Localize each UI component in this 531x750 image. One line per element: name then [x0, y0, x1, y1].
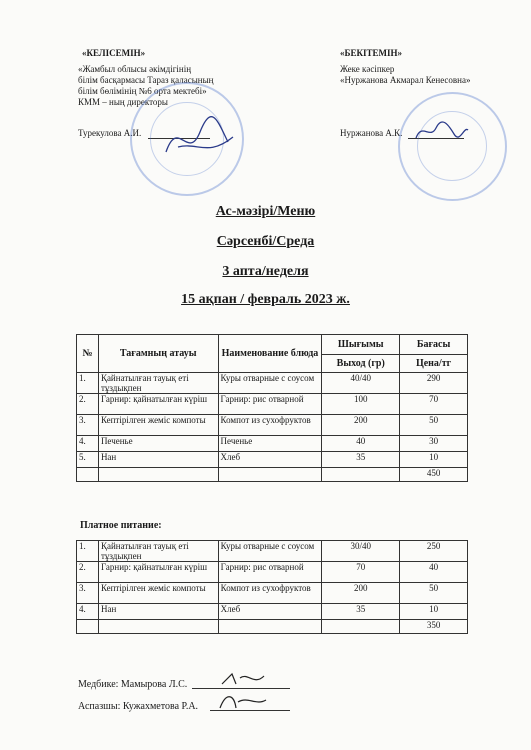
- header-no: №: [77, 335, 99, 373]
- header-output-kz: Шығымы: [322, 335, 400, 355]
- table-total-row: [77, 620, 468, 634]
- approval-left-text: «Жамбыл облысы әкімдігінің білім басқармасы Тараз қаласының білім бөлімінің №6 орта мектебі» КММ – ның директоры: [78, 64, 214, 107]
- table-row: 4. Печенье Печенье 40 30: [77, 436, 468, 452]
- approval-right-signer: Нуржанова А.К.: [340, 128, 403, 138]
- approval-right-text: Жеке кәсіпкер «Нуржанова Акмарал Кенесовна»: [340, 64, 471, 85]
- menu-table: [76, 334, 468, 482]
- approval-right-title: «БЕКІТЕМІН»: [340, 48, 402, 58]
- table-row: 2. Гарнир: қайнатылған күріш Гарнир: рис отварной 70 40: [77, 562, 468, 583]
- day-title: Сәрсенбі/Среда: [216, 234, 315, 249]
- total-price: 450: [400, 468, 468, 482]
- header-output-ru: Выход (гр): [322, 355, 400, 373]
- signature-scribble-cook: [214, 690, 270, 714]
- paid-menu-table: [76, 540, 468, 634]
- header-price-kz: Бағасы: [400, 335, 468, 355]
- paid-meal-label: Платное питание:: [80, 520, 162, 531]
- week-title: 3 апта/неделя: [222, 264, 309, 279]
- table-row: 5. Нан Хлеб 35 10: [77, 452, 468, 468]
- approval-left-signer: Турекулова А.И.: [78, 128, 142, 138]
- header-name-ru: Наименование блюда: [218, 335, 322, 373]
- table-row: 2. Гарнир: қайнатылған күріш Гарнир: рис отварной 100 70: [77, 394, 468, 415]
- table-row: 4. Нан Хлеб 35 10: [77, 604, 468, 620]
- menu-title: Ас-мәзірі/Меню: [215, 204, 316, 219]
- nurse-signature-label: Медбике: Мамырова Л.С.: [78, 679, 188, 690]
- signature-scribble-left: [158, 112, 238, 172]
- table-row: 1. Қайнатылған тауық еті тұздықпен Куры отварные с соусом 30/40 250: [77, 541, 468, 562]
- table-row: 3. Кептірілген жеміс компоты Компот из сухофруктов 200 50: [77, 415, 468, 436]
- date-title: 15 ақпан / февраль 2023 ж.: [181, 292, 350, 307]
- cook-signature-label: Аспазшы: Кужахметова Р.А.: [78, 701, 199, 712]
- table-row: 3. Кептірілген жеміс компоты Компот из сухофруктов 200 50: [77, 583, 468, 604]
- approval-left-title: «КЕЛІСЕМІН»: [82, 48, 146, 58]
- table-row: 1. Қайнатылған тауық еті тұздықпен Куры отварные с соусом 40/40 290: [77, 373, 468, 394]
- header-name-kz: Тағамның атауы: [98, 335, 218, 373]
- header-price-ru: Цена/тг: [400, 355, 468, 373]
- table-total-row: [77, 468, 468, 482]
- signature-scribble-right: [412, 118, 472, 148]
- signature-scribble-nurse: [218, 668, 268, 690]
- total-price: 350: [400, 620, 468, 634]
